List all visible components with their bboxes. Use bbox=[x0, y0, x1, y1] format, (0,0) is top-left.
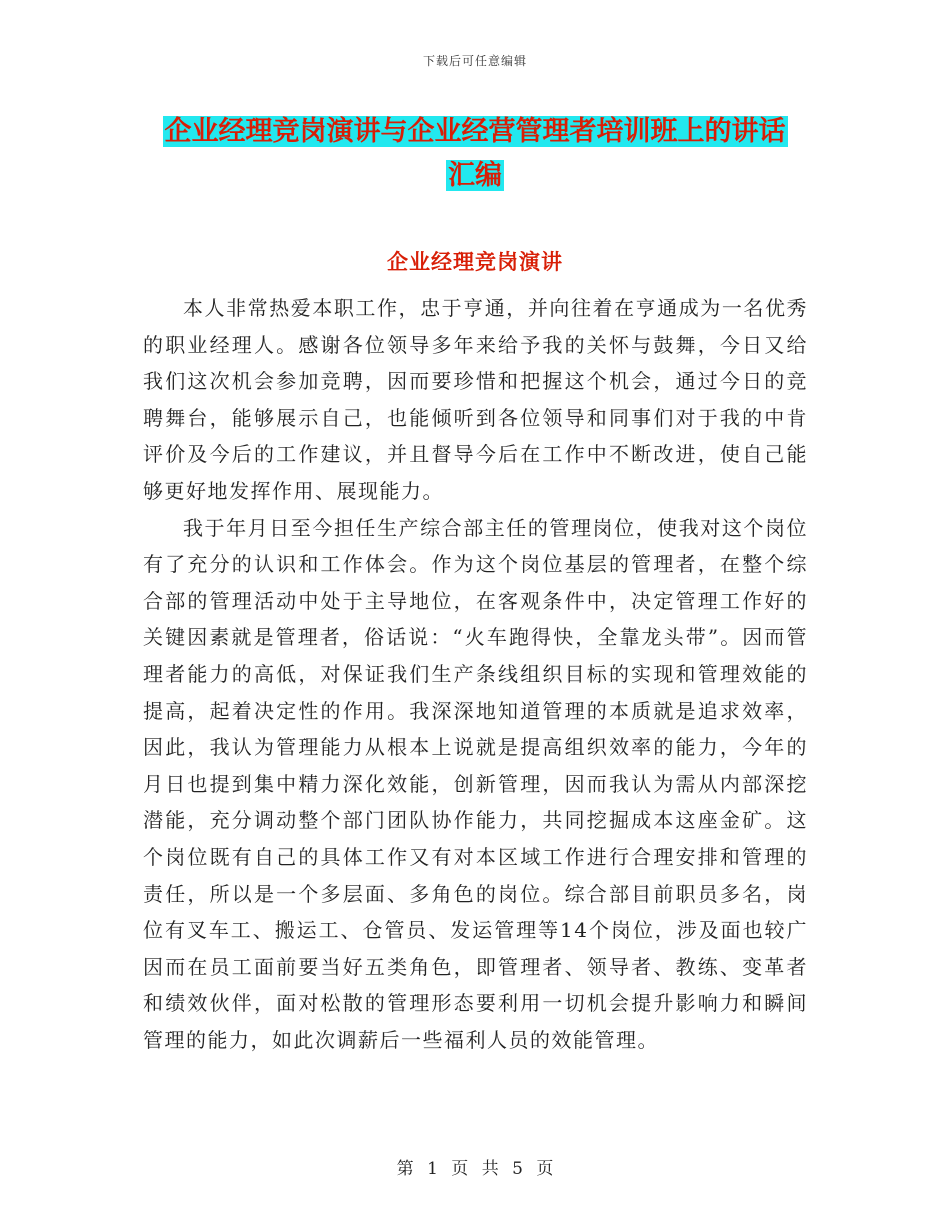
title-highlight-1: 企业经理竞岗演讲与企业经营管理者培训班上的讲话 bbox=[164, 116, 786, 147]
section-title: 企业经理竞岗演讲 bbox=[387, 249, 563, 274]
document-title bbox=[0, 110, 950, 198]
page-number-footer: 第 1 页 共 5 页 bbox=[396, 1159, 554, 1179]
paragraph: 本人非常热爱本职工作，忠于亨通，并向往着在亨通成为一名优秀的职业经理人。感谢各位领导多年来给予我的关怀与鼓舞，今日又给我们这次机会参加竞聘，因而要珍惜和把握这个机会，通过今日的竞聘舞台，能够展示自己，也能倾听到各位领导和同事们对于我的中肯评价及今后的工作建议，并且督导今后在工作中不断改进，使自己能够更好地发挥作用、展现能力。 bbox=[143, 296, 808, 503]
body-text bbox=[143, 290, 808, 1058]
document-title-line-2 bbox=[0, 154, 950, 198]
document-title-line-1 bbox=[0, 110, 950, 154]
paragraph: 我于年月日至今担任生产综合部主任的管理岗位，使我对这个岗位有了充分的认识和工作体会。作为这个岗位基层的管理者，在整个综合部的管理活动中处于主导地位，在客观条件中，决定管理工作好的关键因素就是管理者，俗话说：“火车跑得快，全靠龙头带”。因而管理者能力的高低，对保证我们生产条线组织目标的实现和管理效能的提高，起着决定性的作用。我深深地知道管理的本质就是追求效率，因此，我认为管理能力从根本上说就是提高组织效率的能力，今年的月日也提到集中精力深化效能，创新管理，因而我认为需从内部深挖潜能，充分调动整个部门团队协作能力，共同挖掘成本这座金矿。这个岗位既有自己的具体工作又有对本区域工作进行合理安排和管理的责任，所以是一个多层面、多角色的岗位。综合部目前职员多名，岗位有叉车工、搬运工、仓管员、发运管理等14个岗位，涉及面也较广因而在员工面前要当好五类角色，即管理者、领导者、教练、变革者和绩效伙伴，面对松散的管理形态要利用一切机会提升影响力和瞬间管理的能力，如此次调薪后一些福利人员的效能管理。 bbox=[143, 515, 808, 1052]
header-note: 下载后可任意编辑 bbox=[422, 54, 527, 68]
title-highlight-2: 汇编 bbox=[448, 160, 502, 191]
